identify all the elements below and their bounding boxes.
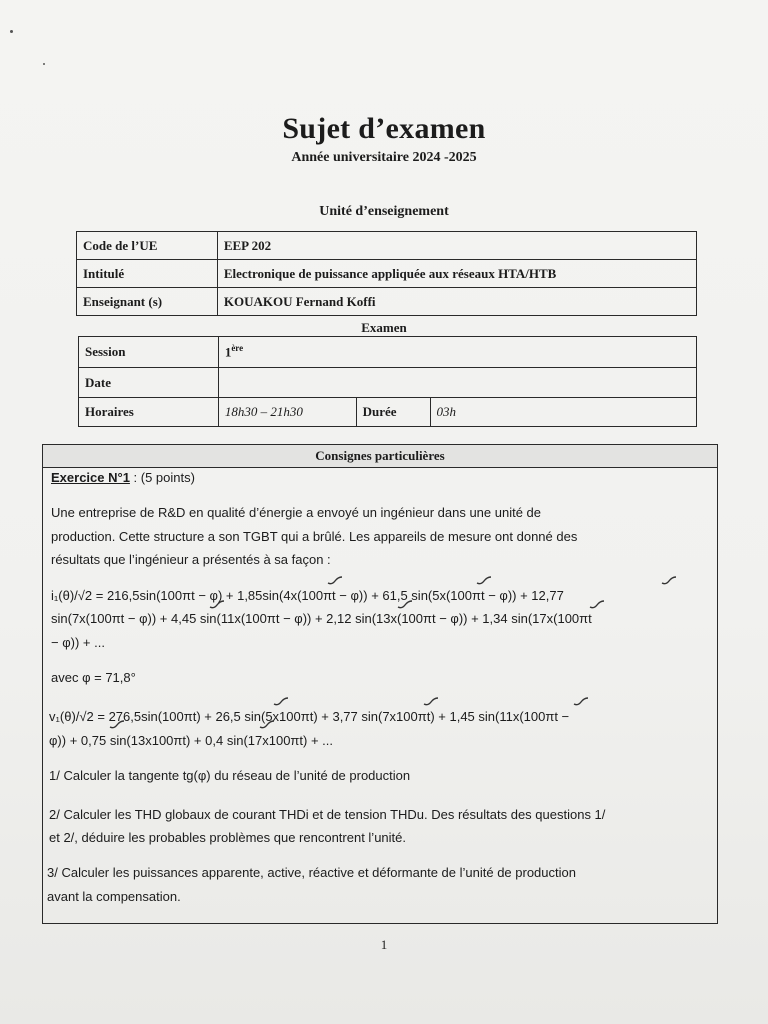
exam-row-session [79, 337, 697, 368]
exam-row-hours [79, 398, 697, 427]
current-equation-line: sin(7x(100πt − φ)) + 4,45 sin(11x(100πt − φ)) + 2,12 sin(13x(100πt − φ)) + 1,34 sin(17x(100πt [51, 611, 592, 626]
intro-line: Une entreprise de R&D en qualité d’énergie a envoyé un ingénieur dans une unité de [51, 505, 542, 520]
checkmark-icon [475, 576, 493, 586]
checkmark-icon [572, 697, 590, 707]
checkmark-icon [660, 576, 678, 586]
date-label: Date [79, 368, 219, 398]
exercise-header [51, 466, 195, 489]
question-2-line: 2/ Calculer les THD globaux de courant THDi et de tension THDu. Des résultats des questions 1/ [49, 807, 606, 822]
checkmark-icon [258, 720, 276, 730]
question-1: 1/ Calculer la tangente tg(φ) du réseau de l’unité de production [49, 768, 411, 783]
ue-row-teacher [77, 288, 697, 316]
exam-row-date [79, 368, 697, 398]
page-number: 1 [380, 937, 388, 952]
ue-title-value: Electronique de puissance appliquée aux réseaux HTA/HTB [217, 260, 696, 288]
current-equation-line: − φ)) + ... [51, 635, 105, 650]
exercise-points: : (5 points) [129, 470, 195, 485]
checkmark-icon [326, 576, 344, 586]
session-number: 1 [224, 344, 232, 360]
page-title: Sujet d’examen [282, 112, 486, 145]
checkmark-icon [208, 600, 226, 610]
paper-speck [10, 30, 13, 33]
exam-heading: Examen [361, 320, 407, 335]
intro-line: production. Cette structure a son TGBT qui a brûlé. Les appareils de mesure ont donné des [51, 529, 578, 544]
session-suffix: ère [231, 343, 244, 354]
current-equation-line: i₁(θ)/√2 = 216,5sin(100πt − φ) + 1,85sin(4x(100πt − φ)) + 61,5 sin(5x(100πt − φ)) + 12,77 [51, 588, 564, 603]
ue-teacher-value: KOUAKOU Fernand Koffi [217, 288, 696, 316]
session-label: Session [79, 337, 219, 368]
ue-teacher-label: Enseignant (s) [77, 288, 218, 316]
checkmark-icon [422, 697, 440, 707]
duration-label: Durée [356, 398, 430, 427]
checkmark-icon [588, 600, 606, 610]
date-value [218, 368, 696, 398]
voltage-equation-line: v₁(θ)/√2 = 276,5sin(100πt) + 26,5 sin(5x100πt) + 3,77 sin(7x100πt) + 1,45 sin(11x(100πt − [49, 709, 570, 724]
paper-speck [43, 63, 45, 65]
question-3-line: 3/ Calculer les puissances apparente, active, réactive et déformante de l’unité de production [47, 865, 576, 880]
intro-line: résultats que l’ingénieur a présentés à sa façon : [51, 552, 331, 567]
ue-row-code [77, 232, 697, 260]
instructions-heading: Consignes particulières [43, 445, 717, 468]
unit-heading: Unité d’enseignement [319, 204, 449, 219]
ue-code-value: EEP 202 [217, 232, 696, 260]
exercise-title: Exercice N°1 [51, 470, 130, 485]
checkmark-icon [272, 697, 290, 707]
question-2-line: et 2/, déduire les probables problèmes que rencontrent l’unité. [49, 830, 406, 845]
ue-table [76, 231, 697, 316]
voltage-equation-line: φ)) + 0,75 sin(13x100πt) + 0,4 sin(17x100πt) + ... [49, 733, 333, 748]
hours-value: 18h30 – 21h30 [218, 398, 356, 427]
duration-value: 03h [430, 398, 696, 427]
checkmark-icon [396, 600, 414, 610]
question-3-line: avant la compensation. [47, 889, 181, 904]
hours-label: Horaires [79, 398, 219, 427]
exam-table [78, 336, 697, 427]
session-value [218, 337, 696, 368]
checkmark-icon [108, 720, 126, 730]
ue-title-label: Intitulé [77, 260, 218, 288]
ue-code-label: Code de l’UE [77, 232, 218, 260]
academic-year: Année universitaire 2024 -2025 [291, 150, 477, 165]
ue-row-title [77, 260, 697, 288]
phi-value: avec φ = 71,8° [51, 670, 136, 685]
